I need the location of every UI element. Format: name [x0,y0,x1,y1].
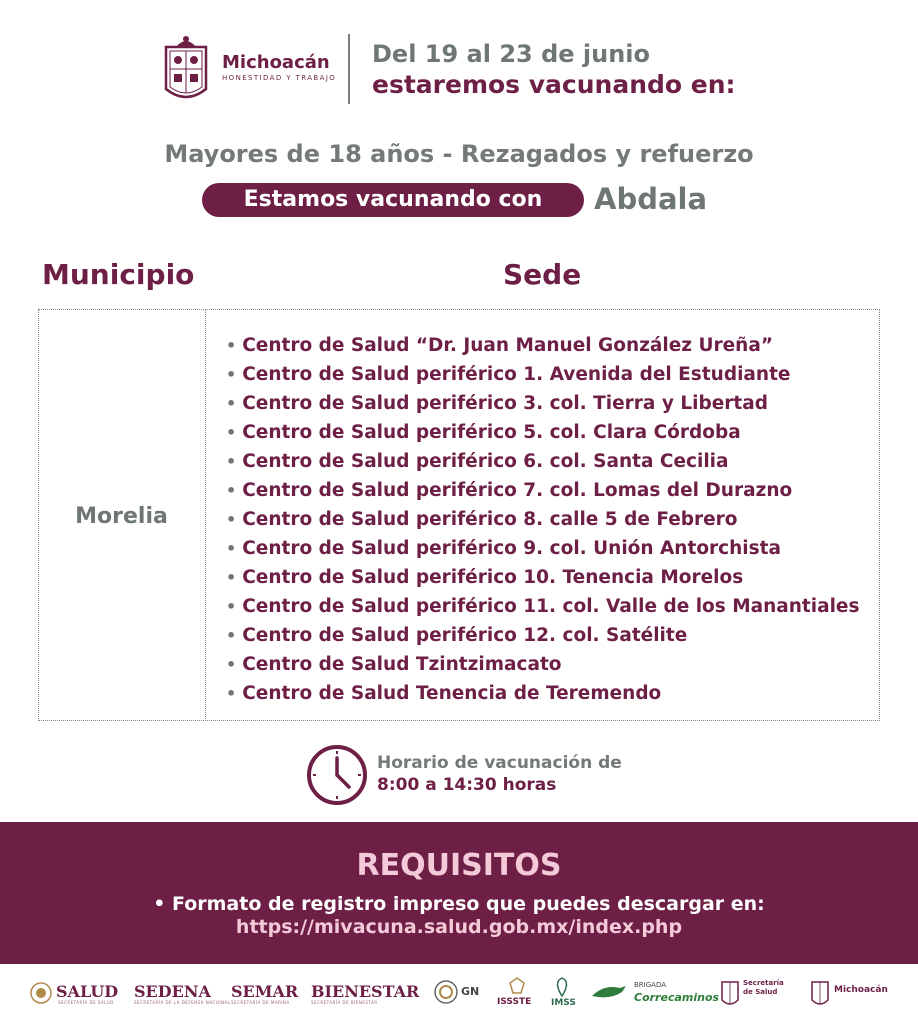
sede-name: Centro de Salud periférico 5. col. Clara Córdoba [242,422,741,443]
semar-logo: SEMAR [231,982,299,1001]
bullet: • [226,481,237,500]
issste-logo: ISSSTE [497,997,532,1007]
sede-name: Centro de Salud periférico 1. Avenida del Estudiante [242,364,791,385]
bullet: • [226,394,237,413]
sede-name: Centro de Salud periférico 10. Tenencia Morelos [242,567,744,588]
table-column-divider [205,309,206,721]
correcaminos-label: Correcaminos [634,991,720,1004]
clock-icon [306,744,368,806]
bullet: • [226,655,237,674]
issste-emblem-icon [508,977,526,995]
list-item [226,418,860,447]
michoacan-footer-logo: Michoacán [834,985,888,995]
hours-label: Horario de vacunación de [377,753,622,773]
date-range: Del 19 al 23 de junio [372,40,650,68]
sede-name: Centro de Salud periférico 9. col. Unión Antorchista [242,538,781,559]
sede-name: Centro de Salud Tenencia de Teremendo [242,683,662,704]
correcaminos-bird-icon [590,982,628,1002]
list-item [226,389,860,418]
sede-name: Centro de Salud periférico 8. calle 5 de Febrero [242,509,738,530]
list-item [226,476,860,505]
brigada-label: BRIGADA [634,981,666,989]
bullet: • [226,626,237,645]
sede-name: Centro de Salud periférico 6. col. Santa Cecilia [242,451,729,472]
imss-logo: IMSS [551,998,576,1008]
sede-name: Centro de Salud periférico 11. col. Valle de los Manantiales [242,596,860,617]
bullet: • [226,684,237,703]
salud-logo: SALUD [56,982,119,1001]
brand-name: Michoacán [222,52,330,73]
bullet: • [226,452,237,471]
vaccinating-heading: estaremos vacunando en: [372,70,736,99]
list-item [226,331,860,360]
bullet: • [226,597,237,616]
column-header-municipio: Municipio [42,258,195,291]
sede-name: Centro de Salud periférico 3. col. Tierra y Libertad [242,393,768,414]
sede-name: Centro de Salud Tzintzimacato [242,654,562,675]
michoacan-footer-crest-icon [810,976,830,1008]
bullet: • [226,423,237,442]
bullet: • [226,336,237,355]
header [0,0,918,120]
list-item [226,563,860,592]
footer-logos [0,964,918,1024]
gn-logo: GN [461,985,480,998]
sede-name: Centro de Salud “Dr. Juan Manuel González Ureña” [242,335,773,356]
secretaria-salud-crest-icon [720,976,740,1008]
imss-emblem-icon [551,976,573,998]
vaccine-name: Abdala [594,182,708,216]
gn-seal-icon [434,980,458,1004]
municipio-cell: Morelia [75,504,168,529]
bienestar-logo: BIENESTAR [311,982,420,1001]
requirements-title: REQUISITOS [356,848,562,883]
bienestar-sub: SECRETARÍA DE BIENESTAR [311,1000,378,1005]
michoacan-crest-icon [162,33,210,105]
bullet: • [226,365,237,384]
bullet: • [226,539,237,558]
semar-sub: SECRETARÍA DE MARINA [231,1000,290,1005]
audience-text: Mayores de 18 años - Rezagados y refuerzo [164,140,754,168]
salud-sub: SECRETARÍA DE SALUD [58,1000,114,1005]
list-item [226,621,860,650]
salud-seal-icon [30,982,52,1004]
list-item [226,592,860,621]
column-header-sede: Sede [503,258,582,291]
sedena-logo: SEDENA [134,982,211,1001]
sedena-sub: SECRETARÍA DE LA DEFENSA NACIONAL [134,1000,231,1005]
bullet: • [226,510,237,529]
hours-value: 8:00 a 14:30 horas [377,775,557,795]
vaccine-pill: Estamos vacunando con [202,183,584,217]
brand-motto: HONESTIDAD Y TRABAJO [222,74,337,82]
sede-list [226,331,860,708]
list-item [226,447,860,476]
list-item [226,679,860,708]
list-item [226,650,860,679]
requirements-text: • Formato de registro impreso que puedes descargar en: [153,893,765,915]
sede-name: Centro de Salud periférico 12. col. Satélite [242,625,688,646]
header-divider [348,34,350,104]
sede-name: Centro de Salud periférico 7. col. Lomas del Durazno [242,480,793,501]
list-item [226,360,860,389]
bullet: • [226,568,237,587]
list-item [226,534,860,563]
list-item [226,505,860,534]
registration-link[interactable]: https://mivacuna.salud.gob.mx/index.php [235,916,683,938]
secretaria-salud-logo: Secretaría de Salud [743,979,784,996]
